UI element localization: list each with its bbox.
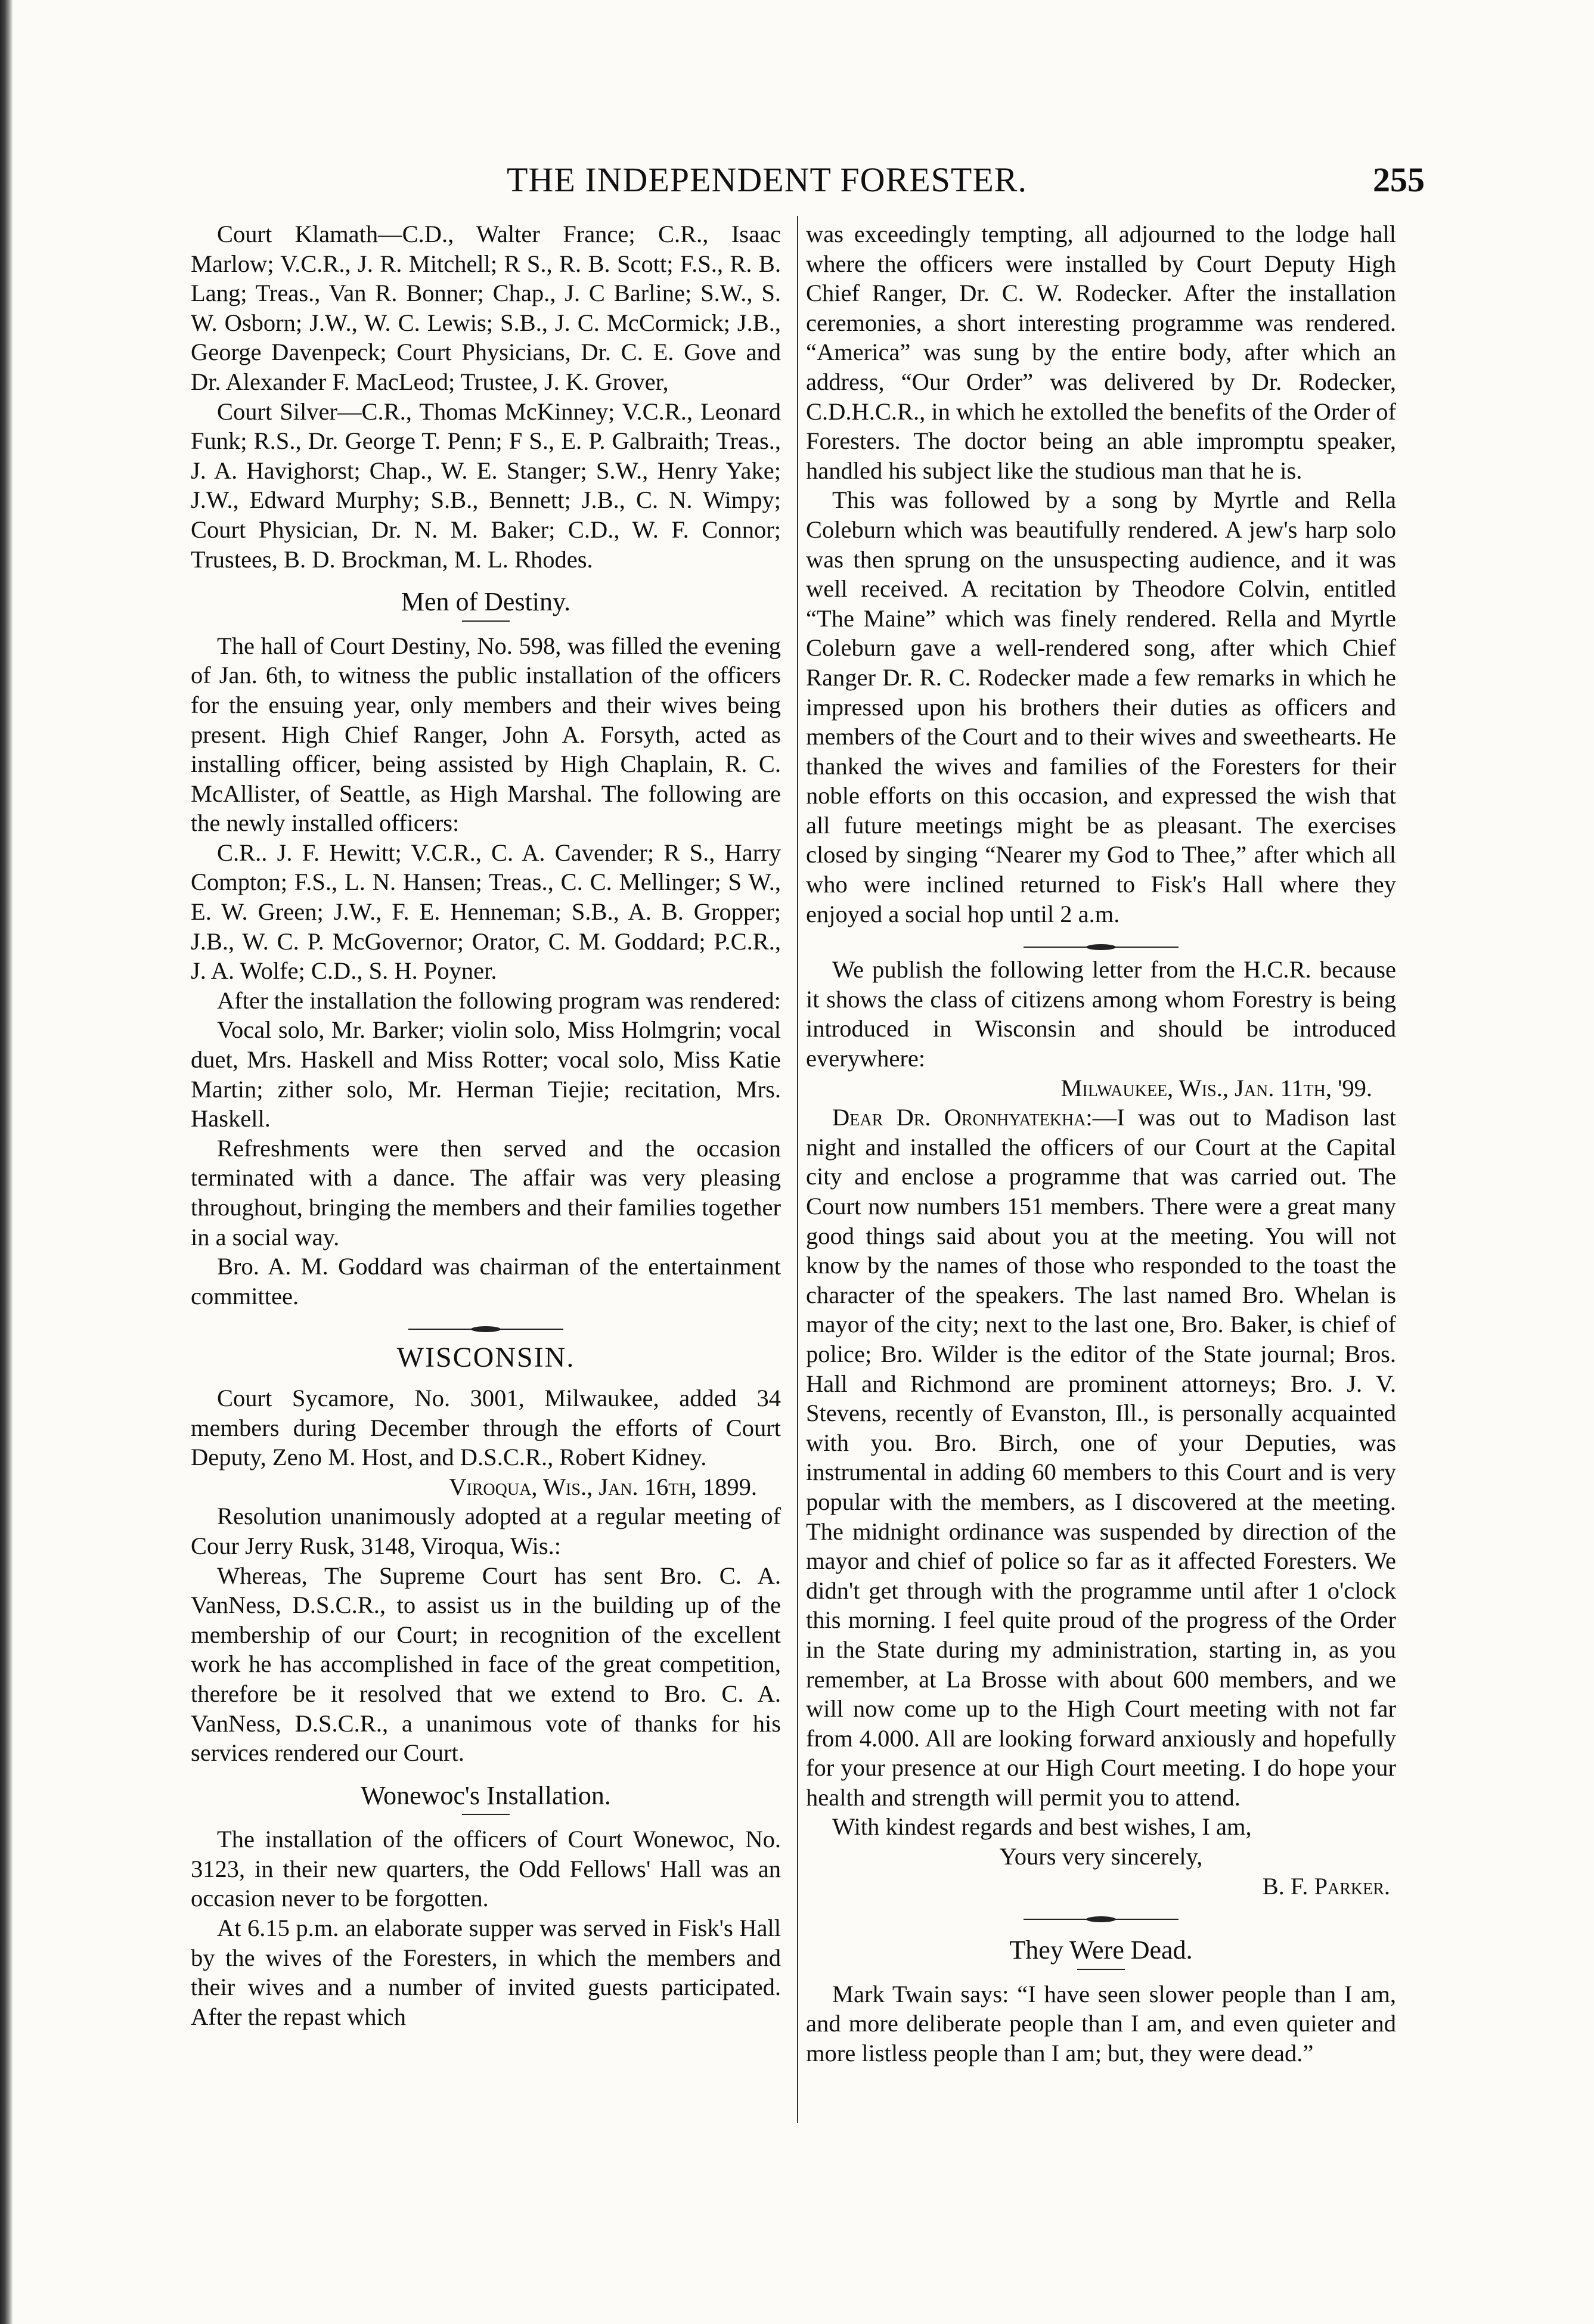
section-heading-they-were-dead: They Were Dead. [1009,1935,1193,1965]
section-heading-wisconsin: WISCONSIN. [396,1342,575,1374]
destiny-officers-paragraph: C.R.. J. F. Hewitt; V.C.R., C. A. Cavender; R S., Harry Compton; F.S., L. N. Hansen; Treas., C. C. Mellinger; S W., E. W. Green; J.W., F. E. Henneman; S.B., A. B. Gropper; J.B., W. C. P. McGovernor; Orator, C. M. Goddard; P.C.R., J. A. Wolfe; C.D., S. H. Poyner. [191,839,781,985]
section-heading-men-of-destiny: Men of Destiny. [401,587,571,617]
court-silver-paragraph: Court Silver—C.R., Thomas McKinney; V.C.R., Leonard Funk; R.S., Dr. George T. Penn; F S., E. P. Galbraith; Treas., J. A. Havighorst; Chap., W. E. Stanger; S.W., Henry Yake; J.W., Edward Murphy; S.B., Bennett; J.B., C. N. Wimpy; Court Physician, Dr. N. M. Baker; C.D., W. F. Connor; Trustees, B. D. Brockman, M. L. Rhodes. [191,398,781,573]
destiny-refreshments-paragraph: Refreshments were then served and the occasion terminated with a dance. The affair was very pleasing throughout, bringing the members and their families together in a social way. [191,1134,781,1251]
column-divider [797,216,798,2123]
heading-rule [462,1814,510,1815]
right-column [806,219,1396,2068]
wonewoc-song-paragraph: This was followed by a song by Myrtle and Rella Coleburn which was beautifully rendered. A jew's harp solo was then sprung on the unsuspecting audience, and it was well received. A recitation by Theodore Colvin, entitled “The Maine” which was finely rendered. Rella and Myrtle Coleburn gave a well-rendered song, after which Chief Ranger Dr. R. C. Rodecker made a few remarks in which he impressed upon his brothers their duties as officers and members of the Court and to their wives and sweethearts. He thanked the wives and families of the Foresters for their noble efforts on this occasion, and expressed the wish that all future meetings might be as pleasant. The exercises closed by singing “Nearer my God to Thee,” after which all who were inclined returned to Fisk's Hall where they enjoyed a social hop until 2 a.m. [806,486,1396,927]
destiny-program-paragraph: Vocal solo, Mr. Barker; violin solo, Miss Holmgrin; vocal duet, Mrs. Haskell and Miss Rotter; vocal solo, Miss Katie Martin; zither solo, Mr. Herman Tiejie; recitation, Mrs. Haskell. [191,1016,781,1132]
letter-body-text: I was out to Madison last night and installed the officers of our Court at the Capital city and enclose a programme that was carried out. The Court now numbers 151 members. There were a great many good things said about you at the meeting. You will not know by the names of those who responded to the toast the character of the speakers. The last named Bro. Whelan is mayor of the city; next to the last one, Bro. Baker, is chief of police; Bro. Wilder is the editor of the State journal; Bros. Hall and Richmond are prominent attorneys; Bro. J. V. Stevens, recently of Evanston, Ill., is personally acquainted with you. Bro. Birch, one of your Deputies, was instrumental in adding 60 members to this Court and is very popular with the members, as I discovered at the meeting. The midnight ordinance was suspended by direction of the mayor and chief of police so far as it affected Foresters. We didn't get through with the programme until after 1 o'clock this morning. I feel quite proud of the progress of the Order in the State during my administration, starting in, as you remember, at La Brosse with about 600 members, and we will now come up to the High Court meeting with not far from 4.000. All are looking forward anxiously and hopefully for your presence at our High Court meeting. I do hope your health and strength will permit you to attend. [806,1104,1396,1811]
wonewoc-paragraph-1: The installation of the officers of Court Wonewoc, No. 3123, in their new quarters, the Odd Fellows' Hall was an occasion never to be forgotten. [191,1826,781,1912]
destiny-paragraph: The hall of Court Destiny, No. 598, was filled the evening of Jan. 6th, to witness the public installation of the officers for the ensuing year, only members and their wives being present. High Chief Ranger, John A. Forsyth, acted as installing officer, being assisted by High Chaplain, R. C. McAllister, of Seattle, as High Marshal. The following are the newly installed officers: [191,632,781,837]
letter-closing: With kindest regards and best wishes, I am, [832,1813,1252,1841]
ornamental-divider [1024,944,1179,950]
resolution-body-paragraph: Whereas, The Supreme Court has sent Bro. C. A. VanNess, D.S.C.R., to assist us in the building up of the membership of our Court; in recognition of the excellent work he has accomplished in face of the great competition, therefore be it resolved that we extend to Bro. C. A. VanNess, D.S.C.R., a unanimous vote of thanks for his services rendered our Court. [191,1562,781,1767]
section-heading-wonewoc: Wonewoc's Installation. [361,1780,611,1810]
ornamental-divider [408,1326,563,1332]
heading-rule [462,620,510,622]
letter-dateline: Milwaukee, Wis., Jan. 11th, '99. [1060,1074,1372,1102]
letter-body-paragraph [806,1103,1396,1812]
letter-signature: B. F. Parker. [1262,1872,1390,1900]
letter-salutation: Dear Dr. Oronhyatekha:— [832,1104,1117,1131]
sycamore-paragraph: Court Sycamore, No. 3001, Milwaukee, added 34 members during December through the efforts of Court Deputy, Zeno M. Host, and D.S.C.R., Robert Kidney. [191,1384,781,1471]
binding-edge [0,0,13,2324]
running-title: THE INDEPENDENT FORESTER. [507,160,1027,199]
left-column [191,219,781,2031]
court-klamath-paragraph: Court Klamath—C.D., Walter France; C.R., Isaac Marlow; V.C.R., J. R. Mitchell; R S., R. B. Scott; F.S., R. B. Lang; Treas., Van R. Bonner; Chap., J. C Barline; S.W., S. W. Osborn; J.W., W. C. Lewis; S.B., J. C. McCormick; J.B., George Davenpeck; Court Physicians, Dr. C. E. Gove and Dr. Alexander F. MacLeod; Trustee, J. K. Grover, [191,221,781,395]
page-number: 255 [1373,160,1425,199]
wonewoc-continuation-paragraph: was exceedingly tempting, all adjourned to the lodge hall where the officers were installed by Court Deputy High Chief Ranger, Dr. C. W. Rodecker. After the installation ceremonies, a short interesting programme was rendered. “America” was sung by the entire body, after which an address, “Our Order” was delivered by Dr. Rodecker, C.D.H.C.R., in which he extolled the benefits of the Order of Foresters. The doctor being an able impromptu speaker, handled his subject like the studious man that he is. [806,221,1396,484]
heading-rule [1077,1969,1125,1970]
viroqua-dateline: Viroqua, Wis., Jan. 16th, 1899. [449,1473,757,1500]
destiny-program-intro: After the installation the following program was rendered: [217,986,781,1014]
letter-intro-paragraph: We publish the following letter from the H.C.R. because it shows the class of citizens among whom Forestry is being introduced in Wisconsin and should be introduced everywhere: [806,956,1396,1072]
resolution-intro-paragraph: Resolution unanimously adopted at a regular meeting of Cour Jerry Rusk, 3148, Viroqua, Wis.: [191,1503,781,1559]
ornamental-divider [1024,1916,1179,1922]
page-header [197,160,1425,207]
destiny-goddard-paragraph: Bro. A. M. Goddard was chairman of the entertainment committee. [191,1253,781,1310]
letter-valediction: Yours very sincerely, [999,1843,1203,1870]
twain-quote-paragraph: Mark Twain says: “I have seen slower people than I am, and more deliberate people than I am, and even quieter and more listless people than I am; but, they were dead.” [806,1980,1396,2067]
wonewoc-paragraph-2: At 6.15 p.m. an elaborate supper was served in Fisk's Hall by the wives of the Foresters, in which the members and their wives and a number of invited guests participated. After the repast which [191,1915,781,2030]
